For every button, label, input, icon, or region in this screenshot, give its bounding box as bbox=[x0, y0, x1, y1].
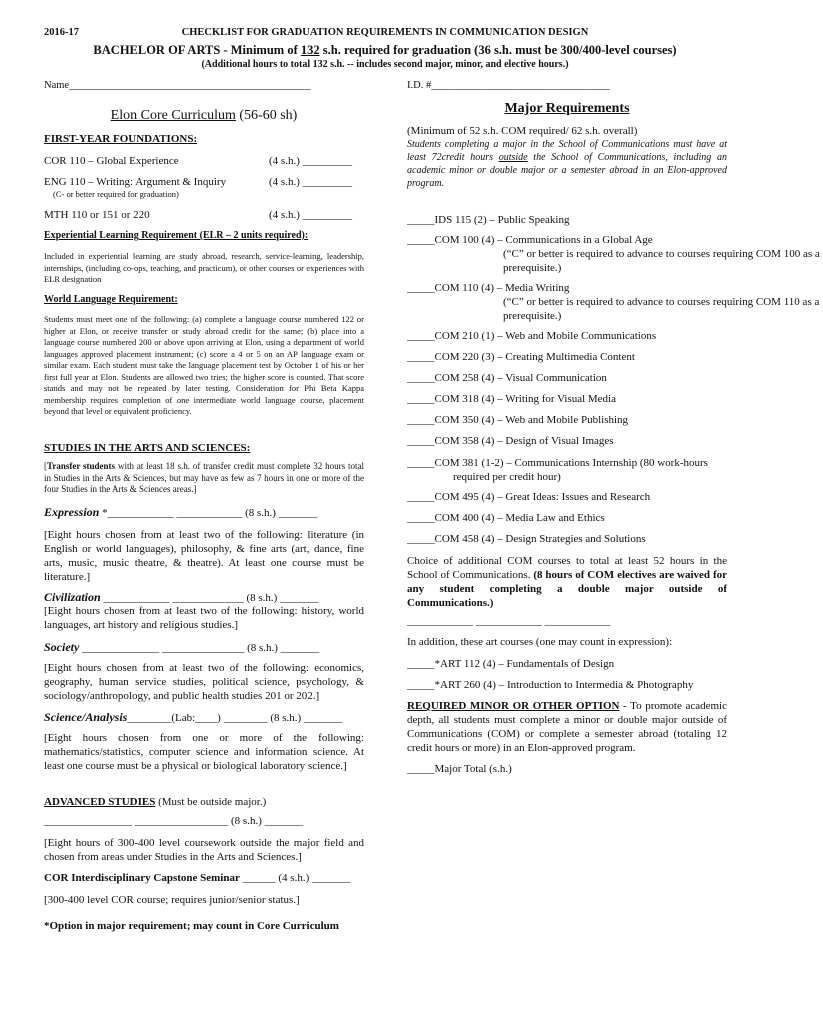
science-text: [Eight hours chosen from one or more of the following: mathematics/statistics, computer science and information science. At least one course must be a physical or biological laboratory science.] bbox=[44, 732, 364, 772]
civilization-text: [Eight hours chosen from at least two of the following: history, world languages, art history and religious studies.] bbox=[44, 605, 364, 631]
course-com495[interactable]: _____COM 495 (4) – Great Ideas: Issues and Research bbox=[407, 491, 651, 503]
society-row[interactable]: Society ______________ _______________ (8 s.h.) _______ bbox=[44, 640, 320, 654]
capstone-text: [300-400 level COR course; requires junior/senior status.] bbox=[44, 894, 300, 906]
elr-title: Experiential Learning Requirement (ELR – 2 units required): bbox=[44, 230, 309, 241]
major-subtitle: (Minimum of 52 s.h. COM required/ 62 s.h. overall) bbox=[407, 125, 638, 137]
eng110-note: (C- or better required for graduation) bbox=[53, 189, 179, 199]
major-title: Major Requirements bbox=[504, 101, 630, 116]
expression-text: [Eight hours chosen from at least two of the following: literature (in English or world languages), philosophy, & fine arts (art, dance, fine arts, music, music theatre, & theatre). At least one course must be literature.] bbox=[44, 529, 364, 583]
science-row[interactable]: Science/Analysis________(Lab:____) ________ (8 s.h.) _______ bbox=[44, 710, 343, 724]
cor110-row: COR 110 – Global Experience (4 s.h.) _________ bbox=[44, 155, 353, 167]
mth-hours-blank[interactable]: (4 s.h.) _________ bbox=[269, 209, 353, 221]
civilization-row[interactable]: Civilization ____________ _____________ (8 s.h.) _______ bbox=[44, 590, 319, 604]
footnote: *Option in major requirement; may count in Core Curriculum bbox=[44, 920, 339, 932]
eng110-row: ENG 110 – Writing: Argument & Inquiry (4 s.h.) _________ bbox=[44, 176, 353, 188]
course-com458[interactable]: _____COM 458 (4) – Design Strategies and Solutions bbox=[407, 533, 646, 545]
course-com110[interactable]: _____COM 110 (4) – Media Writing bbox=[407, 282, 570, 294]
year-label: 2016-17 bbox=[44, 27, 79, 38]
course-com318[interactable]: _____COM 318 (4) – Writing for Visual Media bbox=[407, 393, 616, 405]
capstone-row[interactable]: COR Interdisciplinary Capstone Seminar ______ (4 s.h.) _______ bbox=[44, 872, 351, 884]
id-field[interactable]: I.D. #__________________________________ bbox=[407, 80, 610, 91]
com100-note: (“C” or better is required to advance to courses requiring COM 100 as a prerequisite.) bbox=[503, 248, 820, 274]
course-com350[interactable]: _____COM 350 (4) – Web and Mobile Publishing bbox=[407, 414, 629, 426]
required-minor-text: REQUIRED MINOR OR OTHER OPTION - To promote academic depth, all students must complete a minor or double major outside of Communications (COM) or complete a semester abroad (totaling 12 credit hours or more) in an Elon-approved program. bbox=[407, 700, 727, 754]
course-ids115[interactable]: _____IDS 115 (2) – Public Speaking bbox=[407, 214, 570, 226]
world-language-title: World Language Requirement: bbox=[44, 294, 178, 305]
course-art260[interactable]: _____*ART 260 (4) – Introduction to Intermedia & Photography bbox=[407, 679, 694, 691]
course-com258[interactable]: _____COM 258 (4) – Visual Communication bbox=[407, 372, 607, 384]
major-note: Students completing a major in the School of Communications must have at least 72credit hours outside the School of Communications, including an academic minor or double major or a semester abroad in an Elon-approved program. bbox=[407, 139, 728, 189]
fy-foundations-title: FIRST-YEAR FOUNDATIONS: bbox=[44, 133, 198, 145]
course-com220[interactable]: _____COM 220 (3) – Creating Multimedia Content bbox=[407, 351, 635, 363]
com381-note: required per credit hour) bbox=[453, 471, 561, 483]
title-line-2: BACHELOR OF ARTS - Minimum of 132 s.h. required for graduation (36 s.h. must be 300/400-level courses) bbox=[93, 43, 677, 57]
world-language-text: Students must meet one of the following: (a) complete a language course numbered 122 or higher at Elon, or receive transfer or study abroad credit for the same; (b) place into a language course numbered 200 or above upon arriving at Elon, using a department of world languages approved placement instrument; (c) score a 4 or 5 on an AP language exam or similar exam. Each student must take the language placement test by October 1 of his or her first full year at Elon. Students are allowed two tries; the higher score is counted. That score stands and may not be repeated by later testing. Consideration for Phi Beta Kappa membership requires completion of one intermediate world language course, placement beyond that level or equivalent proficiency. bbox=[44, 314, 364, 416]
cor110-hours-blank[interactable]: (4 s.h.) _________ bbox=[269, 155, 353, 167]
elr-text: Included in experiential learning are study abroad, research, service-learning, leadership, internships, (including co-ops, teaching, and practicum), or other courses or experiences with ELR designation bbox=[44, 251, 364, 284]
mth-row: MTH 110 or 151 or 220 (4 s.h.) _________ bbox=[44, 209, 353, 221]
course-art112[interactable]: _____*ART 112 (4) – Fundamentals of Design bbox=[407, 658, 615, 670]
course-com358[interactable]: _____COM 358 (4) – Design of Visual Images bbox=[407, 435, 614, 447]
name-field[interactable]: Name______________________________________________ bbox=[44, 80, 311, 91]
course-com400[interactable]: _____COM 400 (4) – Media Law and Ethics bbox=[407, 512, 605, 524]
expression-row[interactable]: Expression *____________ ____________ (8 s.h.) _______ bbox=[44, 505, 318, 519]
studies-title: STUDIES IN THE ARTS AND SCIENCES: bbox=[44, 442, 251, 454]
course-com210[interactable]: _____COM 210 (1) – Web and Mobile Communications bbox=[407, 330, 657, 342]
course-com381[interactable]: _____COM 381 (1-2) – Communications Internship (80 work-hours bbox=[407, 457, 708, 469]
title-line-3: (Additional hours to total 132 s.h. -- includes second major, minor, and elective hours.) bbox=[201, 59, 569, 70]
title-line-1: CHECKLIST FOR GRADUATION REQUIREMENTS IN COMMUNICATION DESIGN bbox=[181, 27, 589, 38]
com110-note: (“C” or better is required to advance to courses requiring COM 110 as a prerequisite.) bbox=[503, 296, 820, 322]
major-total[interactable]: _____Major Total (s.h.) bbox=[407, 763, 512, 775]
elective-blanks[interactable]: ____________ ____________ ____________ bbox=[407, 615, 611, 627]
art-intro: In addition, these art courses (one may count in expression): bbox=[407, 636, 673, 648]
advanced-studies-line[interactable]: ________________ _________________ (8 s.h.) _______ bbox=[44, 815, 304, 827]
core-title: Elon Core Curriculum (56-60 sh) bbox=[110, 108, 298, 123]
society-text: [Eight hours chosen from at least two of the following: economics, geography, human service studies, political science, psychology, & sociology/anthropology, and public health studies 201 or 202.] bbox=[44, 662, 364, 702]
advanced-studies-text: [Eight hours of 300-400 level coursework outside the major field and chosen from areas under Studies in the Arts and Sciences.] bbox=[44, 837, 364, 863]
choice-text: Choice of additional COM courses to total at least 52 hours in the School of Communications. (8 hours of COM electives are waived for any student completing a double major outside of Communications.) bbox=[407, 555, 727, 609]
transfer-note: [Transfer students with at least 18 s.h. of transfer credit must complete 32 hours total in Studies in the Arts & Sciences, but may have as few as 7 hours in one or more of the four Studies in the Arts & Sciences areas.] bbox=[44, 461, 364, 494]
eng110-hours-blank[interactable]: (4 s.h.) _________ bbox=[269, 176, 353, 188]
course-com100[interactable]: _____COM 100 (4) – Communications in a Global Age bbox=[407, 234, 653, 246]
advanced-studies-title: ADVANCED STUDIES (Must be outside major.) bbox=[44, 796, 267, 808]
